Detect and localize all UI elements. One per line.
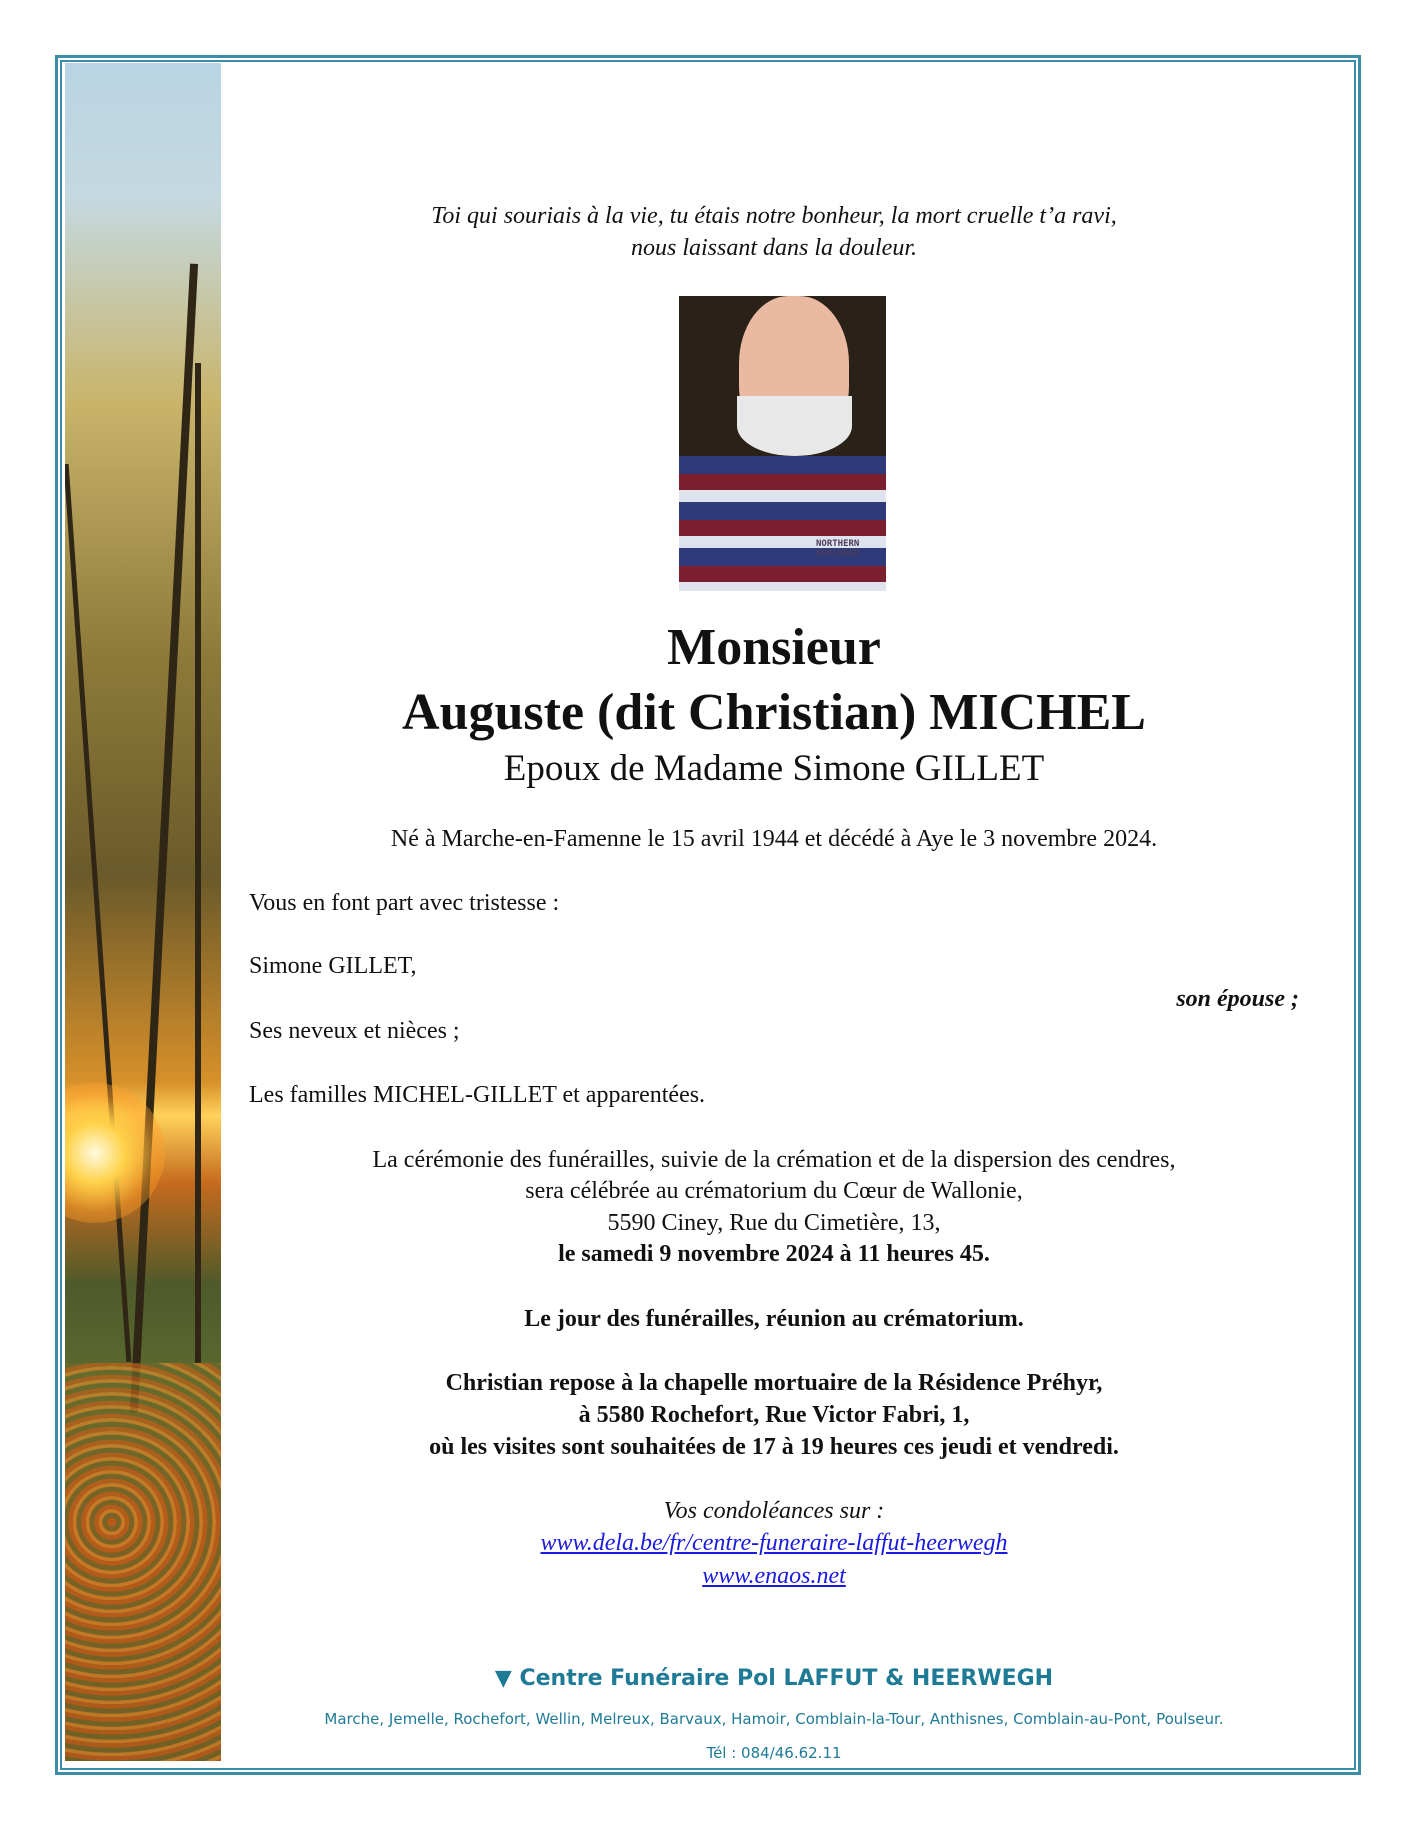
family-member-2: Ses neveux et nièces ; [249,1018,460,1044]
shirt-text-1: NORTHERN [816,539,860,549]
meeting-info: Le jour des funérailles, réunion au crématorium. [524,1306,1024,1332]
shirt-text-2: EXPLORER [816,549,860,559]
family-member-3: Les familles MICHEL-GILLET et apparentées. [249,1082,706,1108]
visits-line-1: Christian repose à la chapelle mortuaire de la Résidence Préhyr, [445,1370,1103,1396]
visits-line-3: où les visites sont souhaitées de 17 à 19 heures ces jeudi et vendredi. [429,1434,1119,1460]
quote-line-2: nous laissant dans la douleur. [630,235,918,261]
family-member-1: Simone GILLET, [249,953,417,979]
spouse-line: Epoux de Madame Simone GILLET [503,748,1045,789]
autumn-forest-image [65,63,221,1761]
company-name: Centre Funéraire Pol LAFFUT & HEERWEGH [519,1666,1054,1691]
deceased-name: Auguste (dit Christian) MICHEL [402,684,1146,741]
funeral-home-name [221,1664,1327,1694]
ceremony-line-3: 5590 Ciney, Rue du Cimetière, 13, [607,1210,941,1236]
birth-death: Né à Marche-en-Famenne le 15 avril 1944 et décédé à Aye le 3 novembre 2024. [390,826,1158,852]
funeral-home-phone: Tél : 084/46.62.11 [706,1744,842,1762]
visits-line-2: à 5580 Rochefort, Rue Victor Fabri, 1, [578,1402,970,1428]
triangle-down-icon: ▼ [494,1666,512,1691]
portrait-photo [679,296,886,591]
quote-line-1: Toi qui souriais à la vie, tu étais notre bonheur, la mort cruelle t’a ravi, [431,203,1117,229]
condolences-link-enaos[interactable]: www.enaos.net [702,1563,846,1589]
ceremony-line-2: sera célébrée au crématorium du Cœur de Wallonie, [525,1178,1023,1204]
honorific: Monsieur [667,619,881,676]
funeral-home-locations: Marche, Jemelle, Rochefort, Wellin, Melreux, Barvaux, Hamoir, Comblain-la-Tour, Anthisnes, Comblain-au-Pont, Poulseur. [324,1710,1224,1728]
condolences-link-dela[interactable]: www.dela.be/fr/centre-funeraire-laffut-heerwegh [540,1530,1008,1556]
ceremony-date: le samedi 9 novembre 2024 à 11 heures 45. [558,1241,990,1267]
announcement: Vous en font part avec tristesse : [249,890,560,916]
condolences-label: Vos condoléances sur : [663,1498,885,1524]
ceremony-line-1: La cérémonie des funérailles, suivie de la crémation et de la dispersion des cendres, [372,1147,1176,1173]
family-relation-1: son épouse ; [1176,986,1299,1012]
